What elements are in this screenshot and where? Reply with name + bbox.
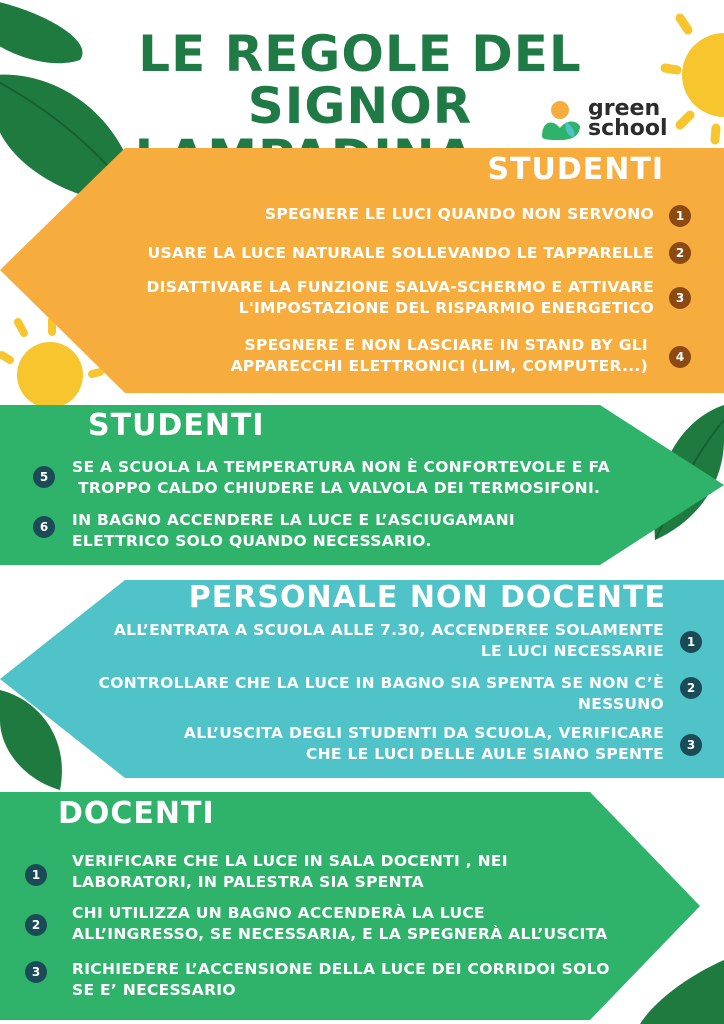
item-line-1: CHI UTILIZZA UN BAGNO ACCENDERÀ LA LUCE [72, 904, 485, 922]
sun-top-right [682, 33, 724, 117]
item-line-1: CONTROLLARE CHE LA LUCE IN BAGNO SIA SPENTA SE NON C’È [98, 674, 664, 692]
item-line-2: ELETTRICO SOLO QUANDO NECESSARIO. [72, 532, 432, 550]
item-line-2: LABORATORI, IN PALESTRA SIA SPENTA [72, 873, 424, 891]
item-text [72, 959, 610, 1001]
section-heading-staff: PERSONALE NON DOCENTE [188, 580, 666, 615]
item-number: 2 [680, 677, 702, 699]
item-line-2: L'IMPOSTAZIONE DEL RISPARMIO ENERGETICO [238, 299, 654, 317]
item-number: 4 [669, 346, 691, 368]
item-text [114, 620, 664, 662]
item-line-1: RICHIEDERE L’ACCENSIONE DELLA LUCE DEI CORRIDOI SOLO [72, 960, 610, 978]
item-number: 3 [25, 961, 47, 983]
logo-word-school: school [588, 116, 668, 141]
item-number: 2 [669, 242, 691, 264]
logo-icon [538, 98, 584, 142]
title-line-1: LE REGOLE DEL SIGNOR [138, 25, 582, 135]
section-heading-students-1: STUDENTI [487, 152, 664, 187]
item-line-1: SPEGNERE E NON LASCIARE IN STAND BY GLI [244, 336, 648, 354]
item-line-2: SE E’ NECESSARIO [72, 981, 236, 999]
item-number: 3 [669, 287, 691, 309]
item-text: SPEGNERE LE LUCI QUANDO NON SERVONO [264, 205, 654, 223]
item-line-2: CHE LE LUCI DELLE AULE SIANO SPENTE [305, 745, 664, 763]
item-line-2: NESSUNO [577, 695, 664, 713]
item-line-1: ALL’ENTRATA A SCUOLA ALLE 7.30, ACCENDEREE SOLAMENTE [113, 621, 664, 639]
logo-word-green: green [588, 96, 661, 121]
item-text [184, 723, 664, 765]
item-line-2: APPARECCHI ELETTRONICI (LIM, COMPUTER...) [230, 357, 648, 375]
item-line-1: ALL’USCITA DEGLI STUDENTI DA SCUOLA, VERIFICARE [183, 724, 664, 742]
item-number: 1 [680, 631, 702, 653]
item-number: 1 [669, 205, 691, 227]
item-text [72, 903, 608, 945]
item-text [72, 510, 515, 552]
item-number: 6 [33, 516, 55, 538]
item-line-1: SE A SCUOLA LA TEMPERATURA NON È CONFORTEVOLE E FA [72, 458, 610, 476]
item-text [99, 673, 664, 715]
section-heading-teachers: DOCENTI [58, 796, 215, 831]
item-number: 1 [25, 864, 47, 886]
item-text [72, 851, 508, 893]
section-heading-students-2: STUDENTI [88, 408, 265, 443]
item-line-2: TROPPO CALDO CHIUDERE LA VALVOLA DEI TERMOSIFONI. [78, 479, 601, 497]
item-line-2: ALL’INGRESSO, SE NECESSARIA, E LA SPEGNERÀ ALL’USCITA [72, 925, 608, 943]
item-text [72, 457, 610, 499]
item-number: 2 [25, 914, 47, 936]
item-number: 3 [680, 734, 702, 756]
item-line-2: LE LUCI NECESSARIE [480, 642, 664, 660]
item-line-1: DISATTIVARE LA FUNZIONE SALVA-SCHERMO E ATTIVARE [146, 278, 654, 296]
item-text: USARE LA LUCE NATURALE SOLLEVANDO LE TAPPARELLE [147, 244, 654, 262]
green-school-logo [538, 96, 678, 142]
item-number: 5 [33, 466, 55, 488]
item-line-1: IN BAGNO ACCENDERE LA LUCE E L’ASCIUGAMANI [72, 511, 515, 529]
item-line-1: VERIFICARE CHE LA LUCE IN SALA DOCENTI , NEI [72, 852, 508, 870]
item-text [147, 277, 655, 319]
item-text [231, 335, 648, 377]
